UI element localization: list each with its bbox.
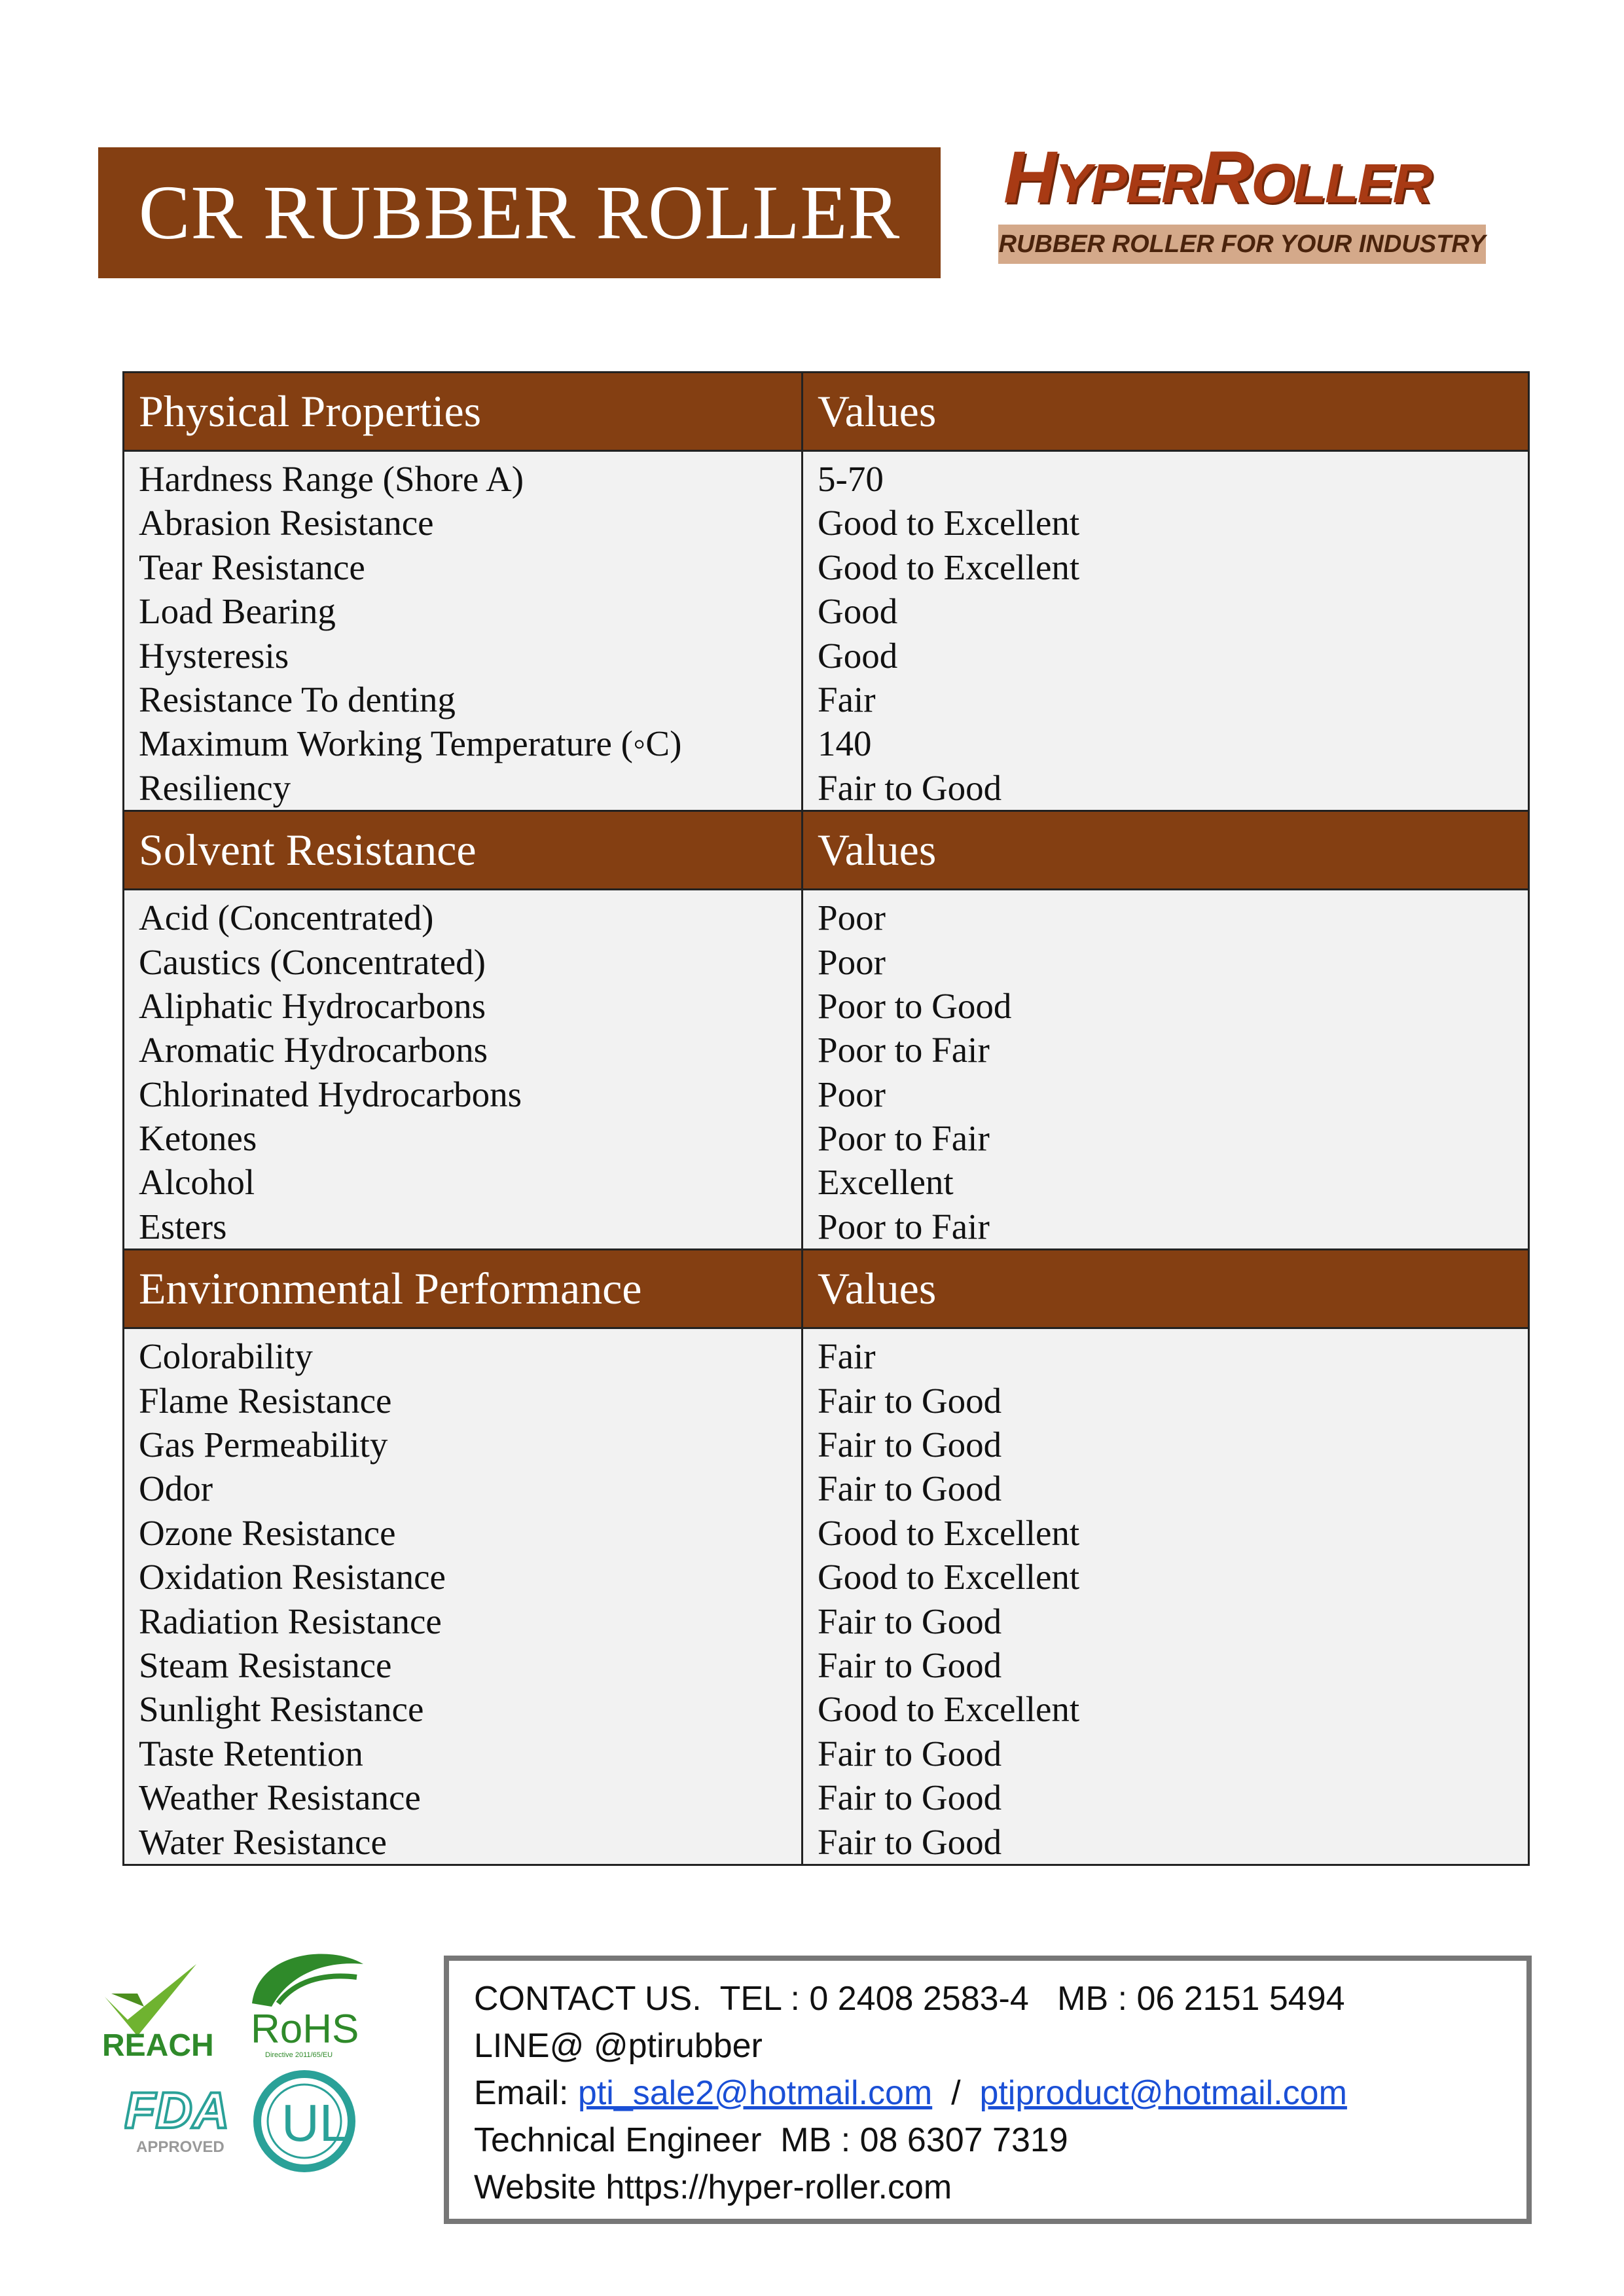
property-name: Colorability (139, 1336, 313, 1377)
property-value: Fair (818, 1336, 876, 1377)
property-value: Good to Excellent (818, 1689, 1080, 1730)
page-title (98, 147, 941, 278)
property-value: Fair to Good (818, 1468, 1002, 1509)
property-name: Water Resistance (139, 1821, 387, 1862)
property-name: Gas Permeability (139, 1425, 388, 1465)
property-value: Fair to Good (818, 1733, 1002, 1774)
property-value: Poor (818, 1074, 886, 1114)
property-value: Fair to Good (818, 1380, 1002, 1421)
property-value: Fair to Good (818, 1645, 1002, 1685)
rohs-label: RoHS (251, 2007, 359, 2052)
reach-badge (98, 1958, 236, 2062)
value-column (803, 890, 1528, 1248)
property-value: Good (818, 591, 898, 632)
section-body (124, 1329, 1528, 1864)
property-name: Aromatic Hydrocarbons (139, 1030, 488, 1070)
fda-badge (124, 2079, 255, 2164)
section-heading: Solvent Resistance (124, 812, 803, 888)
property-value: Fair (818, 679, 876, 720)
email-link-sales[interactable]: pti_sale2@hotmail.com (577, 2074, 933, 2112)
property-name: Esters (139, 1206, 227, 1247)
values-heading: Values (818, 386, 937, 436)
property-name: Hysteresis (139, 635, 289, 676)
property-name: Aliphatic Hydrocarbons (139, 985, 486, 1026)
section-body (124, 452, 1528, 812)
property-name: Abrasion Resistance (139, 503, 434, 543)
section-body (124, 890, 1528, 1250)
property-name: Ketones (139, 1118, 257, 1159)
property-name: Maximum Working Temperature (◦C) (139, 723, 682, 764)
property-column (124, 452, 803, 810)
property-name: Resiliency (139, 767, 291, 808)
property-name: Resistance To denting (139, 679, 456, 720)
value-column (803, 1329, 1528, 1864)
property-name: Radiation Resistance (139, 1601, 442, 1641)
property-name: Oxidation Resistance (139, 1557, 446, 1597)
email-link-product[interactable]: ptiproduct@hotmail.com (979, 2074, 1347, 2112)
ul-badge (249, 2066, 360, 2177)
contact-website: Website https://hyper-roller.com (474, 2168, 952, 2206)
rohs-badge (239, 1938, 376, 2062)
property-value: Poor (818, 898, 886, 938)
contact-emails: Email: pti_sale2@hotmail.com / ptiproduct@hotmail.com (474, 2074, 1347, 2112)
value-column (803, 452, 1528, 810)
rohs-sub-label: Directive 2011/65/EU (265, 2051, 333, 2059)
contact-phones: CONTACT US. TEL : 0 2408 2583-4 MB : 06 2151 5494 (474, 1980, 1345, 2018)
properties-table (122, 371, 1530, 1866)
property-value: 5-70 (818, 459, 884, 499)
property-name: Sunlight Resistance (139, 1689, 424, 1730)
property-value: Fair to Good (818, 1777, 1002, 1818)
reach-label: REACH (102, 2028, 214, 2062)
reach-check-icon (105, 1964, 196, 2036)
property-name: Flame Resistance (139, 1380, 392, 1421)
property-value: Poor (818, 941, 886, 982)
property-value: Good to Excellent (818, 503, 1080, 543)
ul-label: UL (281, 2094, 349, 2152)
hyperroller-logo (998, 136, 1496, 265)
fda-label: FDA (124, 2081, 230, 2139)
property-name: Ozone Resistance (139, 1512, 396, 1553)
section-heading: Environmental Performance (124, 1250, 803, 1327)
fda-sub-label: APPROVED (136, 2138, 225, 2156)
property-name: Hardness Range (Shore A) (139, 459, 524, 499)
values-heading: Values (818, 825, 937, 875)
property-value: 140 (818, 723, 872, 764)
property-value: Good to Excellent (818, 1512, 1080, 1553)
values-heading: Values (818, 1264, 937, 1314)
page-title-text: CR RUBBER ROLLER (138, 170, 901, 255)
certification-badges (98, 1938, 373, 2174)
section-header (124, 1250, 1528, 1329)
property-name: Steam Resistance (139, 1645, 392, 1685)
property-value: Poor to Fair (818, 1118, 990, 1159)
contact-line: LINE@ @ptirubber (474, 2027, 763, 2065)
property-value: Fair to Good (818, 767, 1002, 808)
property-value: Good to Excellent (818, 547, 1080, 587)
property-name: Taste Retention (139, 1733, 363, 1774)
property-value: Good (818, 635, 898, 676)
property-name: Tear Resistance (139, 547, 365, 587)
property-name: Weather Resistance (139, 1777, 421, 1818)
property-value: Poor to Fair (818, 1206, 990, 1247)
property-value: Fair to Good (818, 1821, 1002, 1862)
section-header (124, 373, 1528, 452)
property-name: Chlorinated Hydrocarbons (139, 1074, 522, 1114)
contact-technical-engineer: Technical Engineer MB : 08 6307 7319 (474, 2121, 1068, 2159)
property-column (124, 1329, 803, 1864)
contact-box (444, 1956, 1532, 2224)
property-value: Poor to Fair (818, 1030, 990, 1070)
property-value: Excellent (818, 1162, 954, 1203)
property-name: Acid (Concentrated) (139, 898, 434, 938)
property-column (124, 890, 803, 1248)
property-name: Odor (139, 1468, 213, 1509)
property-value: Good to Excellent (818, 1557, 1080, 1597)
property-value: Poor to Good (818, 985, 1012, 1026)
section-heading: Physical Properties (124, 373, 803, 450)
property-value: Fair to Good (818, 1601, 1002, 1641)
logo-tagline: RUBBER ROLLER FOR YOUR INDUSTRY (998, 225, 1486, 264)
property-name: Load Bearing (139, 591, 336, 632)
property-name: Caustics (Concentrated) (139, 941, 486, 982)
property-name: Alcohol (139, 1162, 255, 1203)
logo-wordmark: HYPERROLLER (1003, 136, 1432, 218)
property-value: Fair to Good (818, 1425, 1002, 1465)
section-header (124, 812, 1528, 890)
